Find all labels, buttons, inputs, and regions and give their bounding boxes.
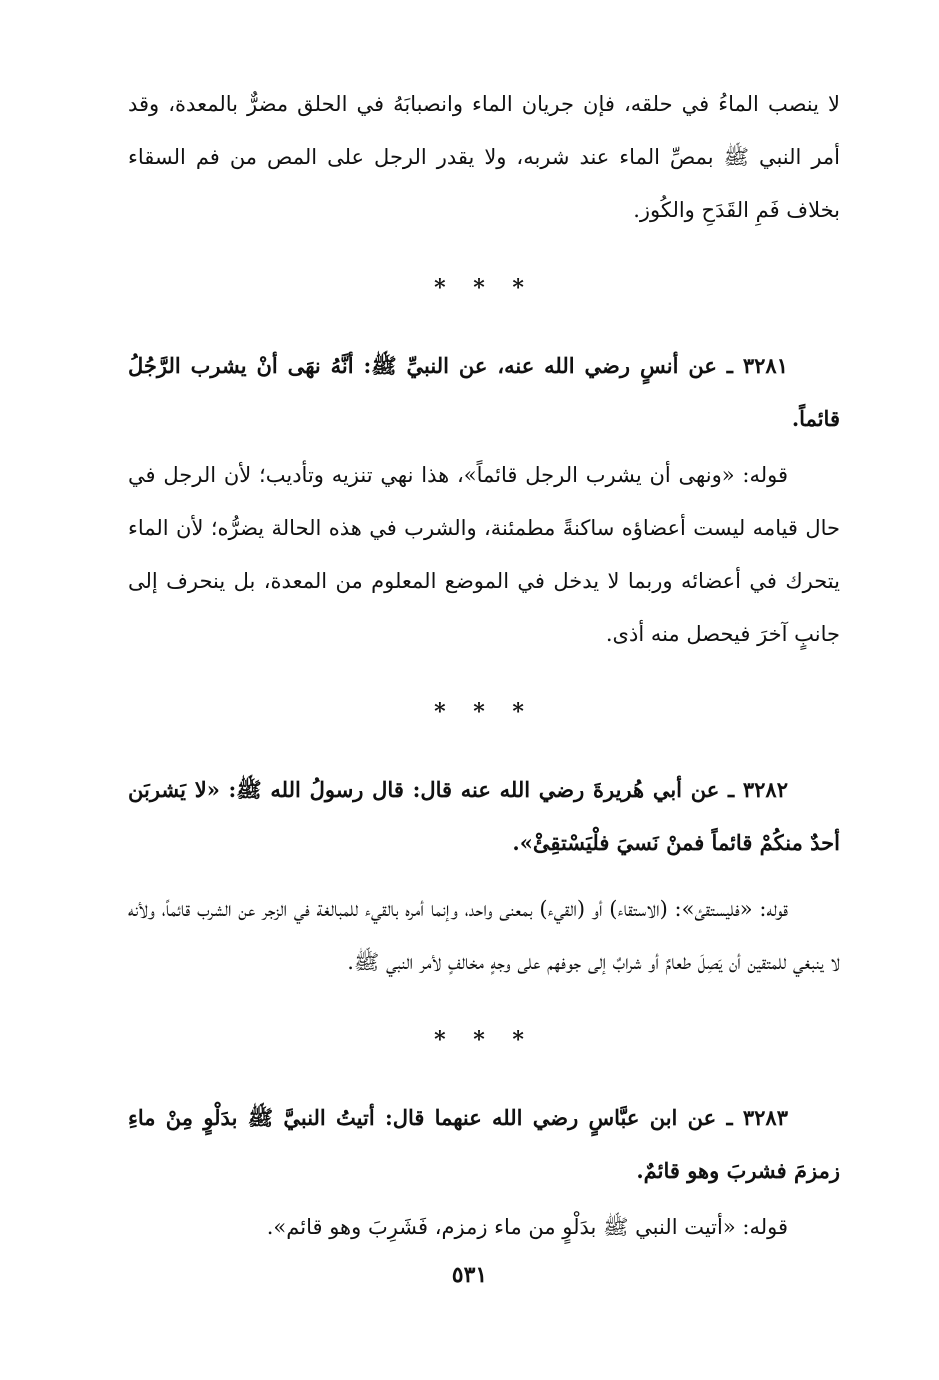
commentary-3282: قوله: «فليستقئ»: (الاستقاء) أو (القيء) بمعنى واحد، وإنما أمره بالقيء للمبالغة في الزجر عن الشرب قائماً، ولأنه لا ينبغي للمتقين أن يَصِلَ طعامٌ أو شرابٌ إلى جوفهم على وجهٍ مخالفٍ لأمر النبي ﷺ. — [128, 897, 840, 974]
intro-paragraph: لا ينصب الماءُ في حلقه، فإن جريان الماء وانصبابَهُ في الحلق مضرٌّ بالمعدة، وقد أمر النبي ﷺ بمصِّ الماء عند شربه، ولا يقدر الرجل على المص من فم السقاء بخلاف فَمِ القَدَحِ والكُوز. — [128, 92, 840, 222]
section-separator: * * * — [434, 699, 534, 725]
section-separator: * * * — [434, 1027, 534, 1053]
commentary-3283: قوله: «أتيت النبي ﷺ بدَلْوٍ من ماء زمزم، فَشَرِبَ وهو قائم». — [266, 1215, 788, 1239]
commentary-3281: قوله: «ونهى أن يشرب الرجل قائماً»، هذا نهي تنزيه وتأديب؛ لأن الرجل في حال قيامه ليست أعضاؤه ساكنةً مطمئنة، والشرب في هذه الحالة يضرُّه؛ لأن الماء يتحرك في أعضائه وربما لا يدخل في الموضع المعلوم من المعدة، بل ينحرف إلى جانبٍ آخرَ فيحصل منه أذى. — [128, 463, 840, 646]
page-number: ٥٣١ — [451, 1262, 488, 1288]
section-separator: * * * — [434, 275, 534, 301]
hadith-3281: ٣٢٨١ ـ عن أنسٍ رضي الله عنه، عن النبيِّ ﷺ: أنَّهُ نهَى أنْ يشرب الرَّجُلُ قائماً. — [128, 353, 840, 431]
hadith-3283: ٣٢٨٣ ـ عن ابن عبَّاسٍ رضي الله عنهما قال: أتيتُ النبيَّ ﷺ بدَلْوٍ مِنْ ماءِ زمزمَ فشربَ وهو قائمٌ. — [128, 1105, 840, 1183]
book-page — [128, 78, 840, 1254]
hadith-3282: ٣٢٨٢ ـ عن أبي هُريرةَ رضي الله عنه قال: قال رسولُ الله ﷺ: «لا يَشربَن أحدٌ منكُمْ قائماً فمنْ نَسيَ فلْيَسْتقِئْ». — [128, 777, 840, 855]
